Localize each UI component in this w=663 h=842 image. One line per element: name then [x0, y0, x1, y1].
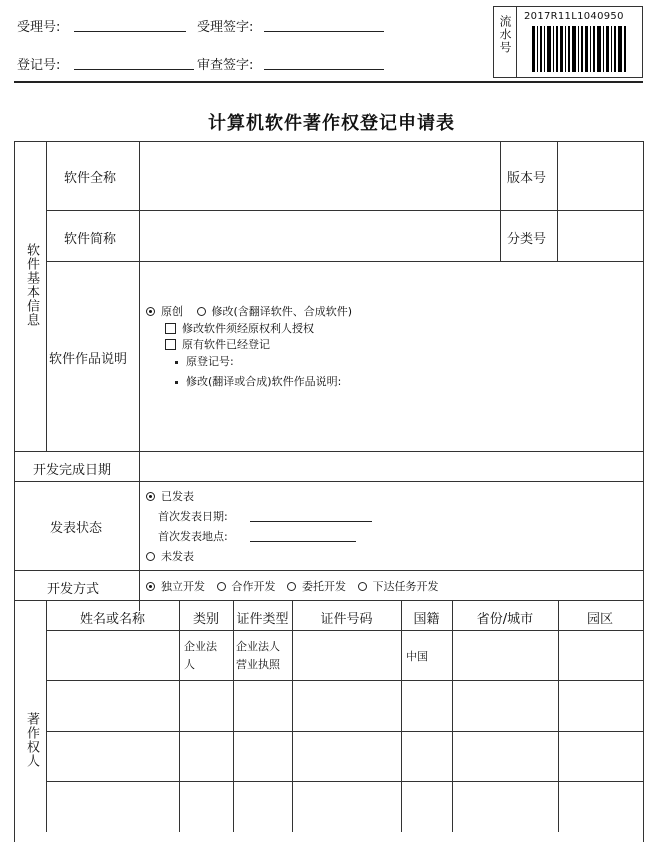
short-name-field[interactable]: [140, 211, 500, 261]
publish-status-label: 发表状态: [50, 521, 103, 536]
serial-number: 2017R11L1040950: [524, 11, 624, 22]
full-name-field[interactable]: [140, 142, 500, 210]
short-name-label: 软件简称: [64, 232, 117, 247]
published-label: 已发表: [161, 490, 194, 503]
chk-authorized-label: 修改软件须经原权利人授权: [182, 322, 314, 335]
radio-original[interactable]: [146, 305, 183, 318]
completion-date-label: 开发完成日期: [33, 463, 112, 478]
col-park: 园区: [586, 612, 613, 627]
radio-selected-icon: [146, 492, 155, 501]
col-name: 姓名或名称: [79, 612, 145, 627]
orig-reg-no: [175, 353, 234, 369]
version-field[interactable]: [558, 142, 642, 210]
first-date-label: 首次发表日期:: [158, 510, 228, 523]
dev-mode-label: 开发方式: [47, 582, 100, 597]
unpublished-label: 未发表: [161, 550, 194, 563]
owners-section-label: 著作权人: [24, 712, 39, 768]
dev-mode-options: [146, 578, 439, 594]
col-nationality: 国籍: [413, 612, 440, 627]
radio-empty-icon: [358, 582, 367, 591]
radio-selected-icon: [146, 582, 155, 591]
dev-option-label: 下达任务开发: [372, 580, 439, 593]
row1-id-line2: 营业执照: [236, 658, 280, 671]
accept-sign-label: 受理签字:: [197, 20, 254, 35]
radio-empty-icon: [287, 582, 296, 591]
orig-reg-no-label: 原登记号:: [186, 355, 234, 368]
review-sign-field[interactable]: [264, 69, 384, 70]
checkbox-registered[interactable]: [165, 336, 270, 352]
row1-id-line1: 企业法人: [236, 640, 280, 653]
completion-date-field[interactable]: [140, 452, 642, 480]
modified-desc: [175, 373, 341, 389]
checkbox-authorized[interactable]: [165, 320, 314, 336]
review-sign-label: 审查签字:: [197, 58, 254, 73]
bullet-icon: [175, 381, 178, 384]
software-info-section-label: 软件基本信息: [24, 243, 39, 327]
radio-dev-commissioned[interactable]: [287, 580, 346, 593]
radio-selected-icon: [146, 307, 155, 316]
col-province-city: 省份/城市: [476, 612, 534, 627]
col-id-number: 证件号码: [320, 612, 373, 627]
dev-option-label: 独立开发: [161, 580, 205, 593]
radio-empty-icon: [197, 307, 206, 316]
radio-modified[interactable]: [197, 305, 353, 318]
checkbox-icon: [165, 323, 176, 334]
modified-desc-label: 修改(翻译或合成)软件作品说明:: [186, 375, 342, 388]
barcode-icon: [532, 26, 628, 72]
radio-empty-icon: [217, 582, 226, 591]
category-field[interactable]: [558, 211, 642, 261]
opt-modified-label: 修改(含翻译软件、合成软件): [211, 305, 353, 318]
header-rule: [14, 81, 643, 83]
radio-dev-assigned[interactable]: [358, 580, 439, 593]
accept-no-field[interactable]: [74, 31, 186, 32]
radio-empty-icon: [146, 552, 155, 561]
register-no-label: 登记号:: [17, 58, 61, 73]
first-place-label: 首次发表地点:: [158, 530, 228, 543]
serial-box: [493, 6, 643, 78]
dev-option-label: 合作开发: [231, 580, 276, 593]
form-title: 计算机软件著作权登记申请表: [208, 113, 455, 134]
description-label: 软件作品说明: [49, 352, 128, 367]
row1-type-line1: 企业法: [184, 640, 217, 653]
radio-dev-independent[interactable]: [146, 580, 205, 593]
checkbox-icon: [165, 339, 176, 350]
category-label: 分类号: [507, 232, 547, 247]
radio-published[interactable]: [146, 488, 194, 504]
chk-registered-label: 原有软件已经登记: [182, 338, 270, 351]
accept-no-label: 受理号:: [17, 20, 61, 35]
full-name-label: 软件全称: [64, 171, 117, 186]
col-id-type: 证件类型: [236, 612, 289, 627]
serial-label: 流水号: [498, 15, 512, 54]
bullet-icon: [175, 361, 178, 364]
first-place-field[interactable]: [250, 541, 356, 542]
row1-type-line2: 人: [184, 658, 195, 671]
radio-dev-cooperative[interactable]: [217, 580, 276, 593]
accept-sign-field[interactable]: [264, 31, 384, 32]
radio-unpublished[interactable]: [146, 548, 194, 564]
dev-option-label: 委托开发: [302, 580, 346, 593]
register-no-field[interactable]: [74, 69, 194, 70]
col-type: 类别: [192, 612, 219, 627]
opt-original-label: 原创: [161, 305, 183, 318]
first-date-field[interactable]: [250, 521, 372, 522]
version-label: 版本号: [507, 171, 547, 186]
row1-country: 中国: [406, 650, 428, 663]
